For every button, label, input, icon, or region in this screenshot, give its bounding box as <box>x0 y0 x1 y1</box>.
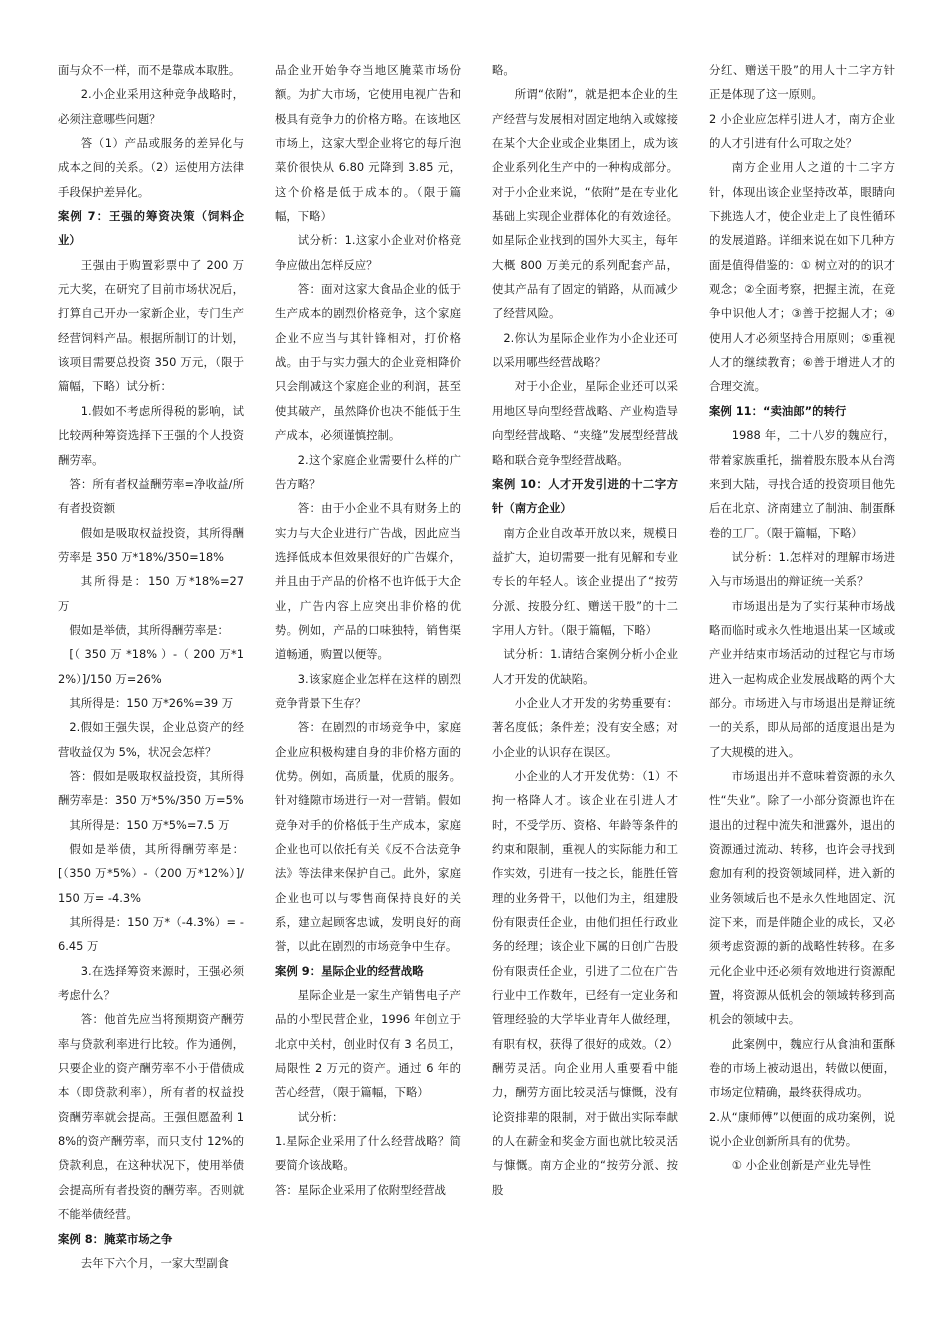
paragraph: 小企业的人才开发优势：（1）不拘一格降人才。该企业在引进人才时，不受学历、资格、年龄等条件的约束和限制，重视人的实际能力和工作实效，引进有一技之长，能胜任管理的业务骨干，以他们为主，组建股份有限责任企业，由他们担任行政业务的经理；该企业下属的日创广告股份有限责任企业，引进了二位在广告行业中工作数年，已经有一定业务和管理经验的大学毕业青年人做经理，有职有权，获得了很好的成效。（2）酬劳灵活。向企业用人重要看中能力，酬劳方面比较灵活与慷慨，没有论资排辈的限制，对于做出实际奉献的人在薪金和奖金方面也就比较灵活与慷慨。南方企业的“按劳分派、按股 <box>492 768 678 1197</box>
paragraph: 答：在剧烈的市场竞争中，家庭企业应积极构建自身的非价格方面的优势。例如，高质量，优质的服务。针对缝隙市场进行一对一营销。假如竞争对手的价格低于生产成本，家庭企业也可以依托有关《反不合法竞争法》等法律来保护自己。此外，家庭企业也可以与零售商保持良好的关系，建立起顾客忠诚，发明良好的商誉，以此在剧烈的市场竞争中生存。 <box>275 720 461 954</box>
paragraph: 试分析：1.请结合案例分析小企业人才开发的优缺陷。 <box>492 647 678 686</box>
paragraph: 答：所有者权益酬劳率=净收益/所有者投资额 <box>58 476 244 516</box>
paragraph: 试分析： <box>297 1109 344 1124</box>
paragraph: 其所得是：150 万*（-4.3%）= -6.45 万 <box>58 915 244 954</box>
paragraph: 答：星际企业采用了依附型经营战 <box>275 1182 446 1197</box>
paragraph: 小企业人才开发的劣势重要有：著名度低；条件差；没有安全感；对小企业的认识存在误区。 <box>492 695 678 759</box>
case-heading: 案例 7：王强的筹资决策（饲料企业） <box>58 209 244 248</box>
paragraph: 2.你认为星际企业作为小企业还可以采用哪些经营战略？ <box>492 330 678 370</box>
paragraph: 面与众不一样，而不是靠成本取胜。 <box>58 63 241 77</box>
paragraph: 去年下六个月，一家大型副食 <box>80 1255 229 1270</box>
paragraph: 星际企业是一家生产销售电子产品的小型民营企业，1996 年创立于北京中关村，创业时仅有 3 名员工，局限性 2 万元的资产。通过 6 年的苦心经营，（限于篇幅，下略） <box>275 988 461 1100</box>
paragraph: 1.星际企业采用了什么经营战略？简要简介该战略。 <box>275 1134 461 1173</box>
paragraph: 市场退出是为了实行某种市场战略而临时或永久性地退出某一区域或产业并结束市场活动的过程它与市场进入一起构成企业发展战略的两个大部分。市场进入与市场退出是辩证统一的关系，即从局部的适度退出是为了大规模的进入。 <box>709 598 895 759</box>
paragraph: 答：他首先应当将预期资产酬劳率与贷款利率进行比较。作为通例，只要企业的资产酬劳率不小于借债成本（即贷款利率），所有者的权益投资酬劳率就会提高。王强但愿盈利 18%的资产酬劳率，而只支付 12%的贷款利息，在这种状况下，使用举债会提高所有者投资的酬劳率。否则就不能举债经营。 <box>58 1012 244 1222</box>
case-heading: 案例 9：星际企业的经营战略 <box>275 963 424 978</box>
paragraph: 3.在选择筹资来源时，王强必须考虑什么？ <box>58 963 244 1003</box>
paragraph: 市场退出并不意味着资源的永久性“失业”。除了一小部分资源也许在退出的过程中流失和泄露外，退出的资源通过流动、转移，也许会寻找到愈加有利的投资领域同样，进入新的业务领域后也不是永久性地固定、沉淀下来，而是伴随企业的成长，又必须考虑资源的新的战略性转移。在多元化企业中还必须有效地进行资源配置，将资源从低机会的领域转移到高机会的领域中去。 <box>709 768 895 1027</box>
paragraph: 王强由于购置彩票中了 200 万元大奖，在研究了目前市场状况后，打算自己开办一家新企业，专门生产经营饲料产品。根据所制订的计划，该项目需要总投资 350 万元，（限于篇幅，下略）试分析： <box>58 257 244 394</box>
paragraph: 答（1）产品或服务的差异化与成本之间的关系。（2）运使用方法律手段保护差异化。 <box>58 136 244 199</box>
text-column-2 <box>275 58 461 1202</box>
paragraph: 假如是举债，其所得酬劳率是：[（350 万*5%）-（200 万*12%）]/150 万= -4.3% <box>58 842 244 905</box>
paragraph: 假如是举债，其所得酬劳率是： <box>69 622 229 637</box>
paragraph: 南方企业用人之道的十二字方针，体现出该企业坚持改革，眼睛向下挑选人才，使企业走上了良性循环的发展道路。详细来说在如下几种方面是值得借鉴的：① 树立对的的识才观念；②全面考察，把握主流，在竞争中识他人才；③善于挖掘人才；④使用人才必须坚持合用原则；⑤重视人才的继续教育；⑥善于增进人才的合理交流。 <box>709 160 895 394</box>
paragraph: 其所得是：150 万*5%=7.5 万 <box>69 817 230 832</box>
text-column-1 <box>58 58 244 1275</box>
paragraph: 略。 <box>492 63 515 77</box>
paragraph: 答：由于小企业不具有财务上的实力与大企业进行广告战，因此应当选择低成本但效果很好的广告媒介，并且由于产品的价格不也许低于大企业，广告内容上应突出非价格的优势。例如，产品的口味独特，销售渠道畅通，购置以便等。 <box>275 501 461 662</box>
paragraph: ① 小企业创新是产业先导性 <box>731 1158 871 1173</box>
paragraph: 此案例中，魏应行从食油和蛋酥卷的市场上被动退出，转做以便面，市场定位精确，最终获得成功。 <box>709 1036 895 1100</box>
paragraph: 2 小企业应怎样引进人才，南方企业的人才引进有什么可取之处？ <box>709 111 895 151</box>
paragraph: 试分析：1.怎样对的理解市场进入与市场退出的辩证统一关系？ <box>709 549 895 589</box>
paragraph: 所谓“依附”，就是把本企业的生产经营与发展相对固定地纳入或嫁接在某个大企业或企业集团上，成为该企业系列化生产中的一种构成部分。对于小企业来说，“依附”是在专业化基础上实现企业群体化的有效途径。如星际企业找到的国外大买主，每年大概 800 万美元的系列配套产品，使其产品有了固定的销路，从而减少了经营风险。 <box>492 87 678 321</box>
text-column-3 <box>492 58 678 1202</box>
paragraph: 南方企业自改革开放以来，规模日益扩大，迫切需要一批有见解和专业专长的年轻人。该企业提出了“按劳分派、按股分红、赠送干股”的十二字用人方针。（限于篇幅，下略） <box>492 525 678 637</box>
paragraph: 3.该家庭企业怎样在这样的剧烈竞争背景下生存？ <box>275 671 461 710</box>
paragraph: 答：假如是吸取权益投资，其所得酬劳率是：350 万*5%/350 万=5% <box>58 768 244 808</box>
paragraph: 1.假如不考虑所得税的影响，试比较两种筹资选择下王强的个人投资酬劳率。 <box>58 403 244 467</box>
paragraph: 品企业开始争夺当地区腌菜市场份额。为扩大市场，它使用电视广告和极具有竞争力的价格方略。在该地区市场上，这家大型企业将它的每斤泡菜价很快从 6.80 元降到 3.85 元，这个价格是低于成本的。（限于篇幅，下略） <box>275 63 461 224</box>
paragraph: 2.假如王强失误，企业总资产的经营收益仅为 5%，状况会怎样？ <box>58 720 244 759</box>
paragraph: 2.这个家庭企业需要什么样的广告方略？ <box>275 452 461 491</box>
paragraph: [（ 350 万 *18% ）-（ 200 万*12%）]/150 万=26% <box>58 647 244 686</box>
paragraph: 其所得是：150 万*26%=39 万 <box>69 695 234 710</box>
case-heading: 案例 8：腌菜市场之争 <box>58 1231 173 1246</box>
paragraph: 答：面对这家大食品企业的低于生产成本的剧烈价格竞争，这个家庭企业不应当与其针锋相对，打价格战。由于与实力强大的企业竞相降价只会削减这个家庭企业的利润，甚至使其破产，虽然降价也决不能低于生产成本，必须谨慎控制。 <box>275 282 461 443</box>
paragraph: 2.小企业采用这种竞争战略时，必须注意哪些问题？ <box>58 87 244 126</box>
paragraph: 对于小企业，星际企业还可以采用地区导向型经营战略、产业构造导向型经营战略、“夹缝”发展型经营战略和联合竞争型经营战略。 <box>492 379 678 467</box>
paragraph: 试分析：1.这家小企业对价格竞争应做出怎样反应？ <box>275 233 461 272</box>
paragraph: 其所得是：150 万*18%=27 万 <box>58 574 244 613</box>
paragraph: 1988 年，二十八岁的魏应行，带着家族重托，揣着股东股本从台湾来到大陆，寻找合适的投资项目他先后在北京、济南建立了制油、制蛋酥卷的工厂。（限于篇幅，下略） <box>709 428 895 540</box>
text-column-4 <box>709 58 895 1178</box>
paragraph: 分红、赠送干股”的用人十二字方针正是体现了这一原则。 <box>709 63 895 102</box>
paragraph: 假如是吸取权益投资，其所得酬劳率是 350 万*18%/350=18% <box>58 525 244 564</box>
paragraph: 2.从“康师傅”以便面的成功案例，说说小企业创新所具有的优势。 <box>709 1109 895 1149</box>
case-heading: 案例 10：人才开发引进的十二字方针（南方企业） <box>492 476 678 516</box>
case-heading: 案例 11：“卖油郎”的转行 <box>709 403 847 418</box>
